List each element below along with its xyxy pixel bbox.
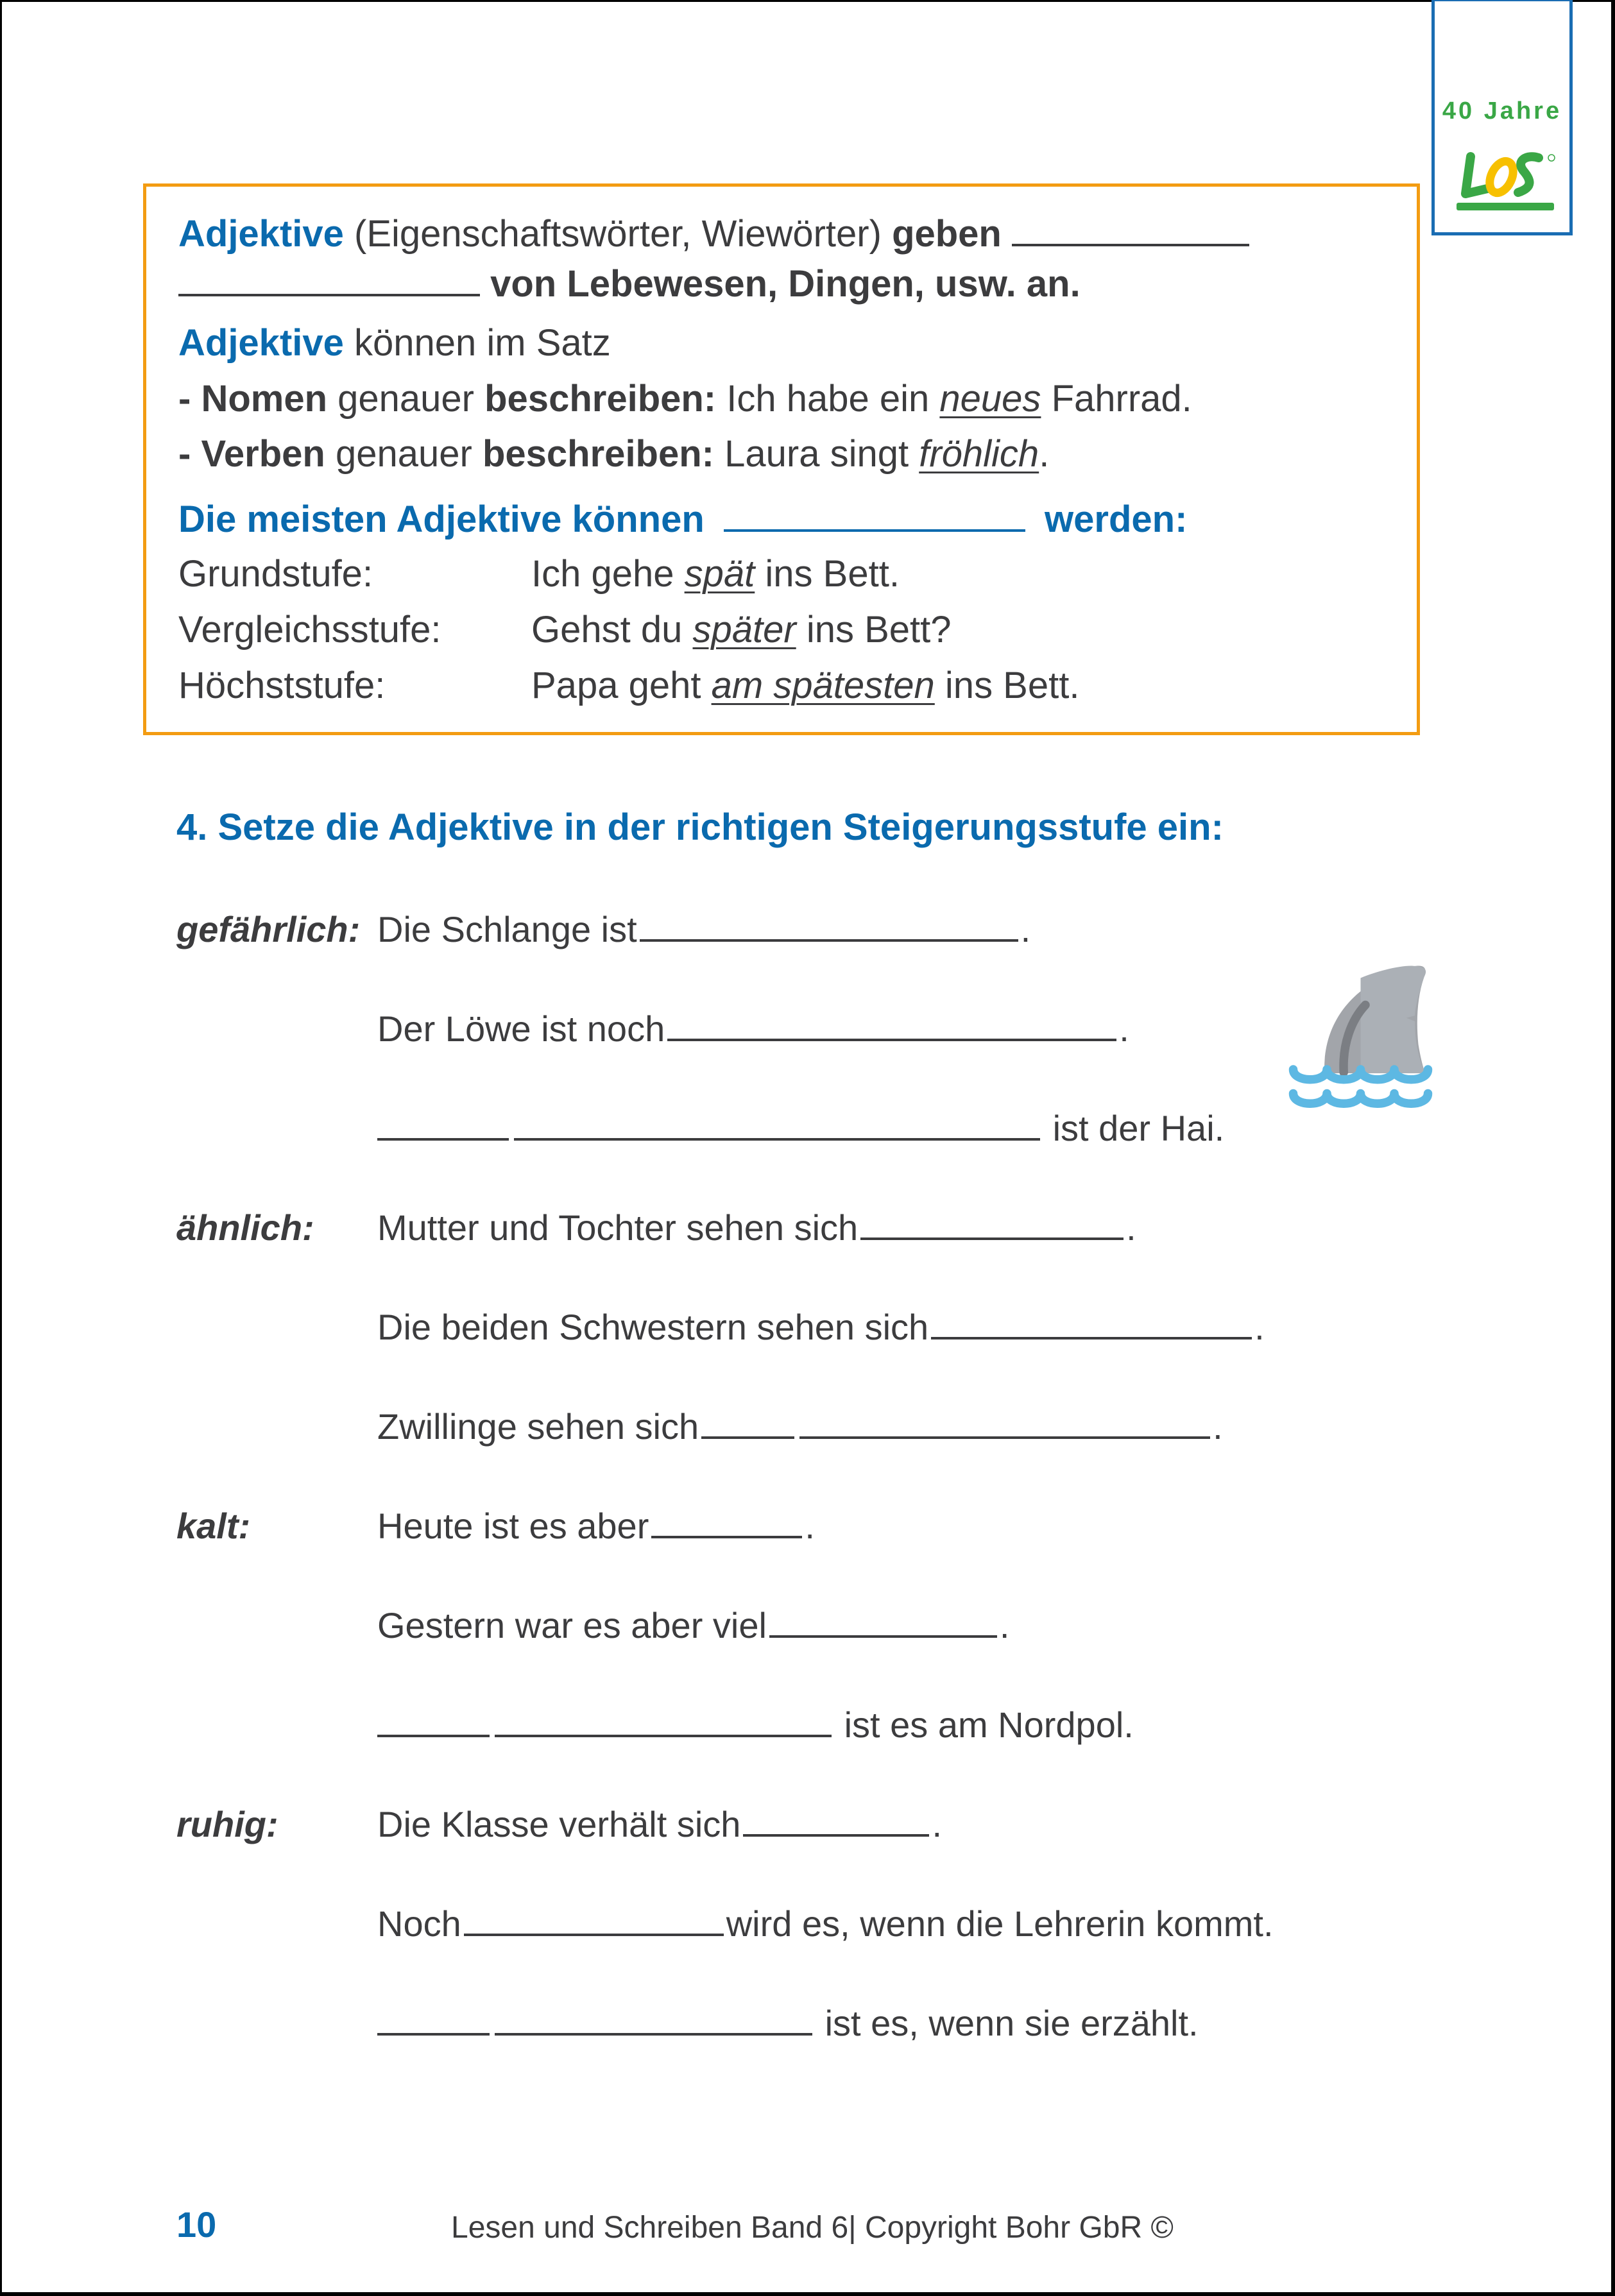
fill-blank[interactable] [1012,241,1249,246]
example-post: ins Bett. [765,553,900,595]
keyword: Adjektive [178,322,344,364]
answer-blank[interactable] [799,1434,1210,1439]
exercise-sentence [377,1804,943,1844]
answer-blank[interactable] [769,1633,997,1638]
answer-blank[interactable] [464,1931,724,1936]
info-text: beschreiben: [484,378,717,420]
answer-blank[interactable] [377,1135,509,1141]
adjective-label: ähnlich: [176,1207,314,1248]
answer-blank[interactable] [377,2030,490,2036]
exercise-sentence [377,1605,1010,1645]
example-pre: Gehst du [531,609,683,651]
stage-row [178,611,1333,649]
info-line-1 [178,213,1249,255]
example-pre: Ich gehe [531,553,674,595]
sentence-post: ist der Hai. [1052,1108,1225,1148]
sentence-pre: Zwillinge sehen sich [377,1406,699,1447]
exercise-sentence [377,1309,1265,1345]
sentence-pre: Gestern war es aber viel [377,1605,767,1645]
exercise-sentence [377,1008,1129,1049]
info-text: genauer [338,378,474,420]
example-post: ins Bett. [944,665,1080,706]
exercise-sentence [377,909,1031,949]
dash: - [178,378,201,420]
fill-blank[interactable] [724,527,1025,532]
example-word: fröhlich [919,433,1039,475]
answer-blank[interactable] [495,2030,812,2036]
worksheet-page [2,2,1611,2292]
info-line-6 [178,498,1188,540]
adjective-label: gefährlich: [176,909,361,949]
sentence-pre: Mutter und Tochter sehen sich [377,1207,859,1248]
verb: geben [892,213,1002,255]
sentence-post: wird es, wenn die Lehrerin kommt. [726,1903,1274,1944]
sentence-post: . [999,1605,1010,1645]
sentence-pre: Die beiden Schwestern sehen sich [377,1307,929,1347]
answer-blank[interactable] [514,1135,1040,1141]
sentence-post: . [1213,1406,1223,1447]
example-post: Fahrrad. [1051,378,1192,420]
info-line-5 [178,433,1050,475]
info-text: von Lebewesen, Dingen, usw. an. [490,263,1081,305]
info-text: Die meisten Adjektive können [178,498,705,540]
page-number: 10 [176,2204,217,2245]
sentence-pre: Noch [377,1903,461,1944]
answer-blank[interactable] [651,1533,802,1538]
info-text: beschreiben: [482,433,714,475]
info-line-3 [178,322,611,364]
example-word: am spätesten [711,665,935,706]
stage-row [178,553,1333,595]
example-word: neues [939,378,1041,420]
exercise-sentence [377,1406,1223,1447]
task-title: 4. Setze die Adjektive in der richtigen Steigerungsstufe ein: [176,806,1224,848]
adjective-label: kalt: [176,1506,251,1546]
sentence-post: . [1126,1207,1136,1248]
info-box [143,183,1420,735]
example-pre: Ich habe ein [726,378,930,420]
answer-blank[interactable] [701,1434,794,1439]
info-text: genauer [336,433,472,475]
synonyms: (Eigenschaftswörter, Wiewörter) [354,213,882,255]
sentence-post: . [1020,909,1031,949]
stage-label: Grundstufe: [178,553,373,595]
sentence-post: . [805,1506,815,1546]
example-post: . [1039,433,1050,475]
shark-fin-icon [1260,939,1452,1131]
sentence-post: . [932,1804,943,1844]
answer-blank[interactable] [743,1832,929,1837]
stage-example [531,611,952,649]
fill-blank[interactable] [178,291,480,296]
answer-blank[interactable] [667,1036,1116,1041]
stage-example [531,667,1079,704]
sentence-post: ist es am Nordpol. [844,1705,1134,1745]
info-text: werden: [1045,498,1188,540]
example-word: spät [684,553,755,595]
logo-tab [1431,0,1573,235]
stage-example [531,553,900,595]
sentence-post: ist es, wenn sie erzählt. [825,2003,1199,2043]
noun-label: Nomen [201,378,328,420]
stage-label: Vergleichsstufe: [178,609,441,651]
example-post: ins Bett? [806,609,952,651]
exercise-sentence [377,1207,1136,1248]
los-logo [1457,150,1559,221]
info-line-2 [178,263,1081,305]
example-word: später [692,609,796,651]
logo-years: 40 Jahre [1442,98,1562,124]
stage-label: Höchststufe: [178,665,386,706]
sentence-post: . [1119,1008,1129,1049]
exercise-sentence [377,1508,815,1544]
exercise-sentence [377,2005,1199,2041]
adjective-label: ruhig: [176,1804,278,1844]
sentence-pre: Der Löwe ist noch [377,1008,665,1049]
answer-blank[interactable] [495,1732,832,1737]
info-text: können im Satz [354,322,611,364]
answer-blank[interactable] [931,1334,1252,1339]
exercise-sentence [377,1903,1274,1944]
sentence-pre: Die Schlange ist [377,909,637,949]
answer-blank[interactable] [377,1732,490,1737]
sentence-pre: Die Klasse verhält sich [377,1804,741,1844]
keyword: Adjektive [178,213,344,255]
answer-blank[interactable] [640,937,1018,942]
footer-copyright: Lesen und Schreiben Band 6| Copyright Bohr GbR © [451,2211,1174,2245]
verb-label: Verben [201,433,325,475]
example-pre: Laura singt [724,433,909,475]
sentence-post: . [1254,1307,1265,1347]
dash: - [178,433,201,475]
info-line-4 [178,380,1192,418]
exercise-sentence [377,1707,1134,1743]
stage-row [178,667,1333,704]
sentence-pre: Heute ist es aber [377,1506,649,1546]
answer-blank[interactable] [860,1235,1124,1240]
exercise-sentence [377,1110,1224,1146]
example-pre: Papa geht [531,665,701,706]
